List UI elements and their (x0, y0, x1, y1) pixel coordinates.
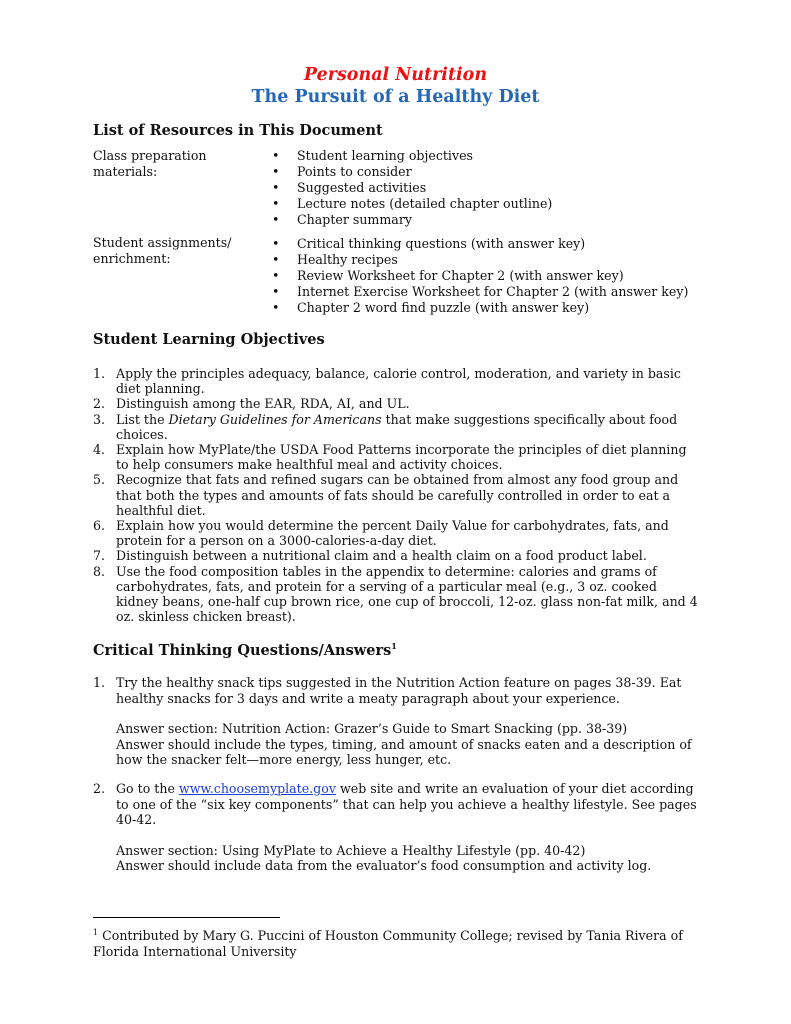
item-text: Recognize that fats and refined sugars can be obtained from almost any food group and that both the types and amounts of fats should be carefully controlled in order to eat a healthful diet. (116, 472, 679, 518)
question-2 (93, 781, 703, 874)
answer-text: Answer should include data from the evaluator’s food consumption and activity log. (116, 858, 652, 873)
list-item: • Chapter 2 word find puzzle (with answer key) (272, 300, 742, 316)
item-number: 4. (93, 442, 106, 458)
list-item: • Healthy recipes (272, 252, 742, 268)
item-number: 8. (93, 563, 106, 579)
list-item: • Review Worksheet for Chapter 2 (with answer key) (272, 268, 742, 284)
list-item: • Points to consider (272, 164, 742, 180)
heading-text: Critical Thinking Questions/Answers (93, 642, 392, 659)
answer-section (116, 843, 703, 874)
list-item: • Suggested activities (272, 180, 742, 196)
resources-heading: List of Resources in This Document (93, 122, 383, 139)
item-text: Apply the principles adequacy, balance, calorie control, moderation, and variety in basic diet planning. (116, 366, 681, 397)
item-text: Distinguish among the EAR, RDA, AI, and UL. (116, 396, 410, 412)
item-text: Explain how MyPlate/the USDA Food Patterns incorporate the principles of diet planning to help consumers make healthful meal and activity choices. (116, 442, 687, 473)
footnote-reference: 1 (391, 641, 397, 652)
list-item (93, 442, 703, 472)
item-text: Use the food composition tables in the appendix to determine: calories and grams of carbohydrates, fats, and protein for a serving of a particular meal (e.g., 3 oz. cooked kidney beans, one-half cup brown rice, one cup of broccoli, 12-oz. glass non-fat milk, and 4 oz. skinless chicken breast). (116, 563, 698, 625)
list-item (93, 564, 703, 625)
resource-list-class-prep (272, 148, 742, 228)
list-item: • Student learning objectives (272, 148, 742, 164)
answer-section-text: Answer section: Nutrition Action: Grazer’s Guide to Smart Snacking (pp. 38-39) (116, 721, 628, 736)
item-text: Explain how you would determine the percent Daily Value for carbohydrates, fats, and protein for a person on a 3000-calories-a-day diet. (116, 518, 669, 549)
item-text: List the (116, 411, 169, 427)
item-text: Distinguish between a nutritional claim and a health claim on a food product label. (116, 548, 647, 564)
list-item (93, 548, 703, 563)
footnote-text: Contributed by Mary G. Puccini of Houston Community College; revised by Tania Rivera of Florida International University (93, 928, 683, 959)
question-text (116, 781, 703, 828)
choosemyplate-link[interactable]: www.choosemyplate.gov (178, 781, 336, 796)
question-text: Try the healthy snack tips suggested in the Nutrition Action feature on pages 38-39. Eat healthy snacks for 3 days and write a meaty paragraph about your experience. (116, 675, 682, 706)
item-number: 2. (93, 396, 106, 412)
document-subtitle: The Pursuit of a Healthy Diet (251, 87, 540, 107)
question-text-part: Go to the (116, 781, 179, 796)
item-number: 2. (93, 781, 106, 796)
list-item (93, 472, 703, 518)
objectives-heading: Student Learning Objectives (93, 331, 325, 348)
answer-text: Answer should include the types, timing, and amount of snacks eaten and a description of how the snacker felt—more energy, less hunger, etc. (116, 736, 692, 767)
list-item (93, 366, 703, 396)
item-number: 5. (93, 472, 106, 488)
italic-title: Dietary Guidelines for Americans (168, 411, 382, 427)
item-number: 1. (93, 366, 106, 381)
item-number: 6. (93, 518, 106, 534)
footnote-divider (93, 917, 280, 918)
item-text: that make suggestions specifically about food choices. (116, 411, 678, 442)
critical-thinking-heading (93, 642, 397, 660)
answer-section (116, 721, 703, 768)
list-item (93, 396, 703, 411)
list-item: • Critical thinking questions (with answer key) (272, 236, 742, 252)
item-number: 1. (93, 675, 106, 690)
document-title: Personal Nutrition (303, 65, 488, 85)
item-number: 7. (93, 548, 106, 564)
footnote (93, 928, 703, 960)
item-number: 3. (93, 411, 106, 427)
resource-group-label: Class preparation materials: (93, 148, 207, 179)
list-item (93, 518, 703, 548)
list-item: • Chapter summary (272, 212, 742, 228)
answer-section-text: Answer section: Using MyPlate to Achieve a Healthy Lifestyle (pp. 40-42) (116, 842, 586, 858)
objectives-list (93, 366, 703, 624)
footnote-marker: 1 (93, 927, 99, 937)
resource-group-label: Student assignments/ enrichment: (93, 235, 232, 266)
question-1 (93, 675, 703, 768)
list-item: • Internet Exercise Worksheet for Chapter 2 (with answer key) (272, 284, 742, 300)
list-item (93, 412, 703, 442)
resource-list-student-assignments (272, 236, 742, 316)
list-item: • Lecture notes (detailed chapter outline) (272, 196, 742, 212)
question-text-part: web site and write an evaluation of your diet according to one of the “six key components” that can help you achieve a healthy lifestyle. See pages 40-42. (116, 781, 697, 827)
